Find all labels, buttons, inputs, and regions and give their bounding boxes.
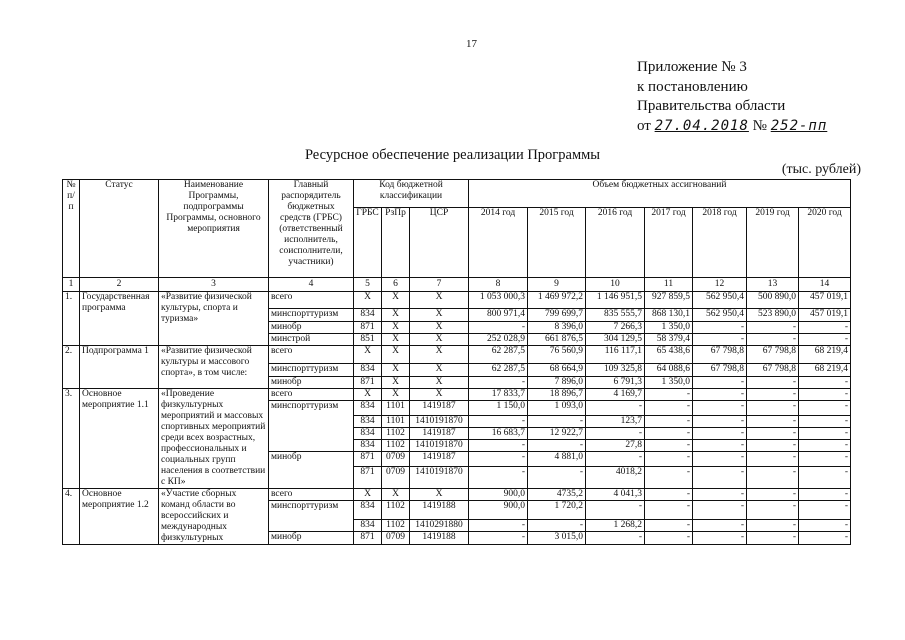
row-value: - bbox=[586, 501, 645, 520]
row-value: 67 798,8 bbox=[747, 364, 799, 377]
header-year: 2014 год bbox=[469, 208, 528, 278]
row-value: - bbox=[645, 401, 693, 416]
row-value: - bbox=[747, 377, 799, 389]
row-value: - bbox=[469, 520, 528, 532]
row-value: - bbox=[693, 401, 747, 416]
row-rzpr: 1102 bbox=[382, 428, 410, 440]
row-rzpr: Х bbox=[382, 292, 410, 309]
row-value: 116 117,1 bbox=[586, 346, 645, 364]
column-number: 13 bbox=[747, 278, 799, 292]
header-executor: Главный распорядитель бюджетных средств (ГРБС) (ответственный исполнитель, соисполнители, участники) bbox=[269, 180, 354, 278]
row-rzpr: Х bbox=[382, 346, 410, 364]
document-title: Ресурсное обеспечение реализации Программы bbox=[304, 147, 601, 163]
header-volume-group: Объем бюджетных ассигнований bbox=[469, 180, 851, 208]
row-rzpr: 1101 bbox=[382, 416, 410, 428]
page-number: 17 bbox=[466, 38, 477, 50]
row-rzpr: 1102 bbox=[382, 440, 410, 452]
row-value: 661 876,5 bbox=[528, 334, 586, 346]
row-csr: Х bbox=[410, 364, 469, 377]
row-value: 64 088,6 bbox=[645, 364, 693, 377]
row-csr: Х bbox=[410, 389, 469, 401]
row-value: 8 396,0 bbox=[528, 322, 586, 334]
row-value: 562 950,4 bbox=[693, 292, 747, 309]
row-value: 62 287,5 bbox=[469, 346, 528, 364]
row-grbs: Х bbox=[354, 389, 382, 401]
header-year: 2016 год bbox=[586, 208, 645, 278]
row-value: - bbox=[747, 440, 799, 452]
row-grbs: 871 bbox=[354, 377, 382, 389]
row-value: - bbox=[645, 389, 693, 401]
row-grbs: 834 bbox=[354, 401, 382, 416]
header-rzpr: РзПр bbox=[382, 208, 410, 278]
row-value: - bbox=[747, 416, 799, 428]
row-status: Основное мероприятие 1.1 bbox=[80, 389, 159, 489]
row-value: - bbox=[799, 489, 851, 501]
row-name: «Развитие физической культуры и массового спорта», в том числе: bbox=[159, 346, 269, 389]
row-executor: всего bbox=[269, 489, 354, 501]
row-value: 3 015,0 bbox=[528, 532, 586, 545]
row-value: - bbox=[799, 416, 851, 428]
row-rzpr: 0709 bbox=[382, 452, 410, 467]
row-grbs: 871 bbox=[354, 532, 382, 545]
row-csr: Х bbox=[410, 377, 469, 389]
resource-table bbox=[62, 179, 851, 545]
row-grbs: Х bbox=[354, 489, 382, 501]
column-number: 6 bbox=[382, 278, 410, 292]
row-value: - bbox=[747, 322, 799, 334]
row-grbs: 834 bbox=[354, 364, 382, 377]
row-value: 27,8 bbox=[586, 440, 645, 452]
row-value: 800 971,4 bbox=[469, 309, 528, 322]
header-year: 2015 год bbox=[528, 208, 586, 278]
row-value: 304 129,5 bbox=[586, 334, 645, 346]
column-number: 1 bbox=[63, 278, 80, 292]
row-value: - bbox=[747, 334, 799, 346]
row-grbs: 834 bbox=[354, 440, 382, 452]
row-number: 2. bbox=[63, 346, 80, 389]
row-executor: минобр bbox=[269, 322, 354, 334]
row-value: 62 287,5 bbox=[469, 364, 528, 377]
table-row bbox=[63, 292, 851, 309]
column-number: 9 bbox=[528, 278, 586, 292]
row-value: - bbox=[469, 322, 528, 334]
row-value: - bbox=[799, 428, 851, 440]
row-value: - bbox=[645, 501, 693, 520]
row-value: - bbox=[693, 467, 747, 489]
row-value: 1 146 951,5 bbox=[586, 292, 645, 309]
row-status: Основное мероприятие 1.2 bbox=[80, 489, 159, 545]
column-number: 7 bbox=[410, 278, 469, 292]
header-name: Наименование Программы, подпрограммы Программы, основного мероприятия bbox=[159, 180, 269, 278]
row-csr: Х bbox=[410, 346, 469, 364]
row-value: - bbox=[693, 428, 747, 440]
row-rzpr: 1102 bbox=[382, 501, 410, 520]
row-csr: Х bbox=[410, 489, 469, 501]
row-value: 17 833,7 bbox=[469, 389, 528, 401]
row-rzpr: Х bbox=[382, 489, 410, 501]
row-value: - bbox=[747, 501, 799, 520]
row-value: - bbox=[645, 489, 693, 501]
row-rzpr: 0709 bbox=[382, 532, 410, 545]
row-value: - bbox=[469, 452, 528, 467]
row-value: - bbox=[528, 467, 586, 489]
row-rzpr: Х bbox=[382, 309, 410, 322]
row-value: - bbox=[693, 322, 747, 334]
row-executor: минобр bbox=[269, 452, 354, 489]
row-executor: всего bbox=[269, 389, 354, 401]
row-value: - bbox=[528, 520, 586, 532]
column-number: 10 bbox=[586, 278, 645, 292]
units-label: (тыс. рублей) bbox=[781, 162, 861, 177]
row-value: - bbox=[645, 440, 693, 452]
appendix-no: № bbox=[752, 117, 767, 134]
row-value: - bbox=[586, 428, 645, 440]
row-status: Государственная программа bbox=[80, 292, 159, 346]
row-value: 68 664,9 bbox=[528, 364, 586, 377]
row-value: - bbox=[528, 440, 586, 452]
header-year: 2018 год bbox=[693, 208, 747, 278]
row-grbs: 834 bbox=[354, 428, 382, 440]
row-number: 3. bbox=[63, 389, 80, 489]
row-value: - bbox=[645, 428, 693, 440]
row-csr: 1419187 bbox=[410, 428, 469, 440]
row-csr: 1410191870 bbox=[410, 416, 469, 428]
row-value: - bbox=[799, 389, 851, 401]
row-value: 4 041,3 bbox=[586, 489, 645, 501]
row-grbs: 871 bbox=[354, 322, 382, 334]
column-number-row bbox=[63, 278, 851, 292]
row-value: - bbox=[799, 440, 851, 452]
column-number: 5 bbox=[354, 278, 382, 292]
row-grbs: 871 bbox=[354, 452, 382, 467]
row-executor: минспорттуризм bbox=[269, 501, 354, 532]
row-value: 562 950,4 bbox=[693, 309, 747, 322]
row-value: - bbox=[693, 440, 747, 452]
row-csr: 1419187 bbox=[410, 452, 469, 467]
row-value: 123,7 bbox=[586, 416, 645, 428]
appendix-date-line bbox=[637, 117, 827, 137]
row-value: - bbox=[799, 334, 851, 346]
row-value: - bbox=[586, 532, 645, 545]
column-number: 4 bbox=[269, 278, 354, 292]
row-value: - bbox=[693, 532, 747, 545]
table-row bbox=[63, 346, 851, 364]
row-executor: минспорттуризм bbox=[269, 364, 354, 377]
row-value: - bbox=[799, 322, 851, 334]
row-value: - bbox=[799, 501, 851, 520]
row-value: - bbox=[645, 532, 693, 545]
row-status: Подпрограмма 1 bbox=[80, 346, 159, 389]
row-csr: 1410191870 bbox=[410, 440, 469, 452]
row-value: - bbox=[645, 467, 693, 489]
row-csr: 1410191870 bbox=[410, 467, 469, 489]
row-value: 457 019,1 bbox=[799, 309, 851, 322]
row-grbs: Х bbox=[354, 346, 382, 364]
row-value: - bbox=[693, 334, 747, 346]
row-csr: 1419188 bbox=[410, 501, 469, 520]
row-value: - bbox=[747, 532, 799, 545]
row-value: - bbox=[469, 377, 528, 389]
row-rzpr: Х bbox=[382, 389, 410, 401]
row-name: «Участие сборных команд области во всероссийских и международных физкультурных bbox=[159, 489, 269, 545]
row-value: - bbox=[528, 416, 586, 428]
appendix-line-1: Приложение № 3 bbox=[637, 59, 747, 75]
row-value: 7 266,3 bbox=[586, 322, 645, 334]
row-grbs: 834 bbox=[354, 520, 382, 532]
row-value: - bbox=[747, 428, 799, 440]
row-value: 16 683,7 bbox=[469, 428, 528, 440]
row-executor: минспорттуризм bbox=[269, 309, 354, 322]
row-value: 109 325,8 bbox=[586, 364, 645, 377]
column-number: 2 bbox=[80, 278, 159, 292]
row-value: - bbox=[693, 416, 747, 428]
row-grbs: 834 bbox=[354, 501, 382, 520]
row-csr: Х bbox=[410, 322, 469, 334]
header-csr: ЦСР bbox=[410, 208, 469, 278]
column-number: 11 bbox=[645, 278, 693, 292]
row-rzpr: 1101 bbox=[382, 401, 410, 416]
row-value: - bbox=[799, 377, 851, 389]
row-value: 76 560,9 bbox=[528, 346, 586, 364]
row-value: - bbox=[747, 389, 799, 401]
appendix-line-2: к постановлению bbox=[637, 78, 748, 95]
row-value: 500 890,0 bbox=[747, 292, 799, 309]
row-value: 457 019,1 bbox=[799, 292, 851, 309]
column-number: 3 bbox=[159, 278, 269, 292]
row-value: - bbox=[747, 467, 799, 489]
row-grbs: 834 bbox=[354, 309, 382, 322]
row-value: 1 268,2 bbox=[586, 520, 645, 532]
column-number: 8 bbox=[469, 278, 528, 292]
row-rzpr: Х bbox=[382, 377, 410, 389]
row-executor: минстрой bbox=[269, 334, 354, 346]
header-num: № п/п bbox=[63, 180, 80, 278]
row-value: - bbox=[645, 452, 693, 467]
row-grbs: 851 bbox=[354, 334, 382, 346]
row-value: 1 720,2 bbox=[528, 501, 586, 520]
row-value: - bbox=[586, 452, 645, 467]
row-grbs: 871 bbox=[354, 467, 382, 489]
row-rzpr: Х bbox=[382, 322, 410, 334]
row-value: 1 053 000,3 bbox=[469, 292, 528, 309]
row-executor: минспорттуризм bbox=[269, 401, 354, 452]
row-value: 18 896,7 bbox=[528, 389, 586, 401]
row-value: 4735,2 bbox=[528, 489, 586, 501]
row-value: 4 169,7 bbox=[586, 389, 645, 401]
row-csr: Х bbox=[410, 292, 469, 309]
row-value: 7 896,0 bbox=[528, 377, 586, 389]
appendix-from: от bbox=[637, 117, 651, 134]
row-value: - bbox=[747, 401, 799, 416]
row-rzpr: Х bbox=[382, 364, 410, 377]
row-csr: 1410291880 bbox=[410, 520, 469, 532]
row-value: 868 130,1 bbox=[645, 309, 693, 322]
row-value: 799 699,7 bbox=[528, 309, 586, 322]
row-number: 4. bbox=[63, 489, 80, 545]
row-value: 12 922,7 bbox=[528, 428, 586, 440]
row-value: - bbox=[645, 416, 693, 428]
row-value: 58 379,4 bbox=[645, 334, 693, 346]
row-value: 67 798,8 bbox=[747, 346, 799, 364]
row-value: 1 093,0 bbox=[528, 401, 586, 416]
header-year: 2020 год bbox=[799, 208, 851, 278]
row-value: - bbox=[799, 532, 851, 545]
row-value: 900,0 bbox=[469, 489, 528, 501]
row-rzpr: 1102 bbox=[382, 520, 410, 532]
row-value: - bbox=[469, 532, 528, 545]
row-value: - bbox=[693, 452, 747, 467]
row-value: 1 469 972,2 bbox=[528, 292, 586, 309]
row-value: 835 555,7 bbox=[586, 309, 645, 322]
row-name: «Проведение физкультурных мероприятий и массовых спортивных мероприятий среди всех возрастных, профессиональных и социальных групп населения в соответствии с КП» bbox=[159, 389, 269, 489]
table-row bbox=[63, 489, 851, 501]
row-value: 900,0 bbox=[469, 501, 528, 520]
row-value: - bbox=[799, 452, 851, 467]
row-value: 68 219,4 bbox=[799, 364, 851, 377]
row-value: - bbox=[469, 440, 528, 452]
table-body bbox=[63, 180, 851, 545]
row-value: 67 798,8 bbox=[693, 346, 747, 364]
row-value: - bbox=[645, 520, 693, 532]
column-number: 12 bbox=[693, 278, 747, 292]
row-executor: всего bbox=[269, 346, 354, 364]
row-value: - bbox=[799, 520, 851, 532]
row-value: 252 028,9 bbox=[469, 334, 528, 346]
row-value: 67 798,8 bbox=[693, 364, 747, 377]
row-executor: минобр bbox=[269, 532, 354, 545]
row-value: - bbox=[747, 452, 799, 467]
row-grbs: 834 bbox=[354, 416, 382, 428]
row-value: 1 150,0 bbox=[469, 401, 528, 416]
row-name: «Развитие физической культуры, спорта и туризма» bbox=[159, 292, 269, 346]
row-value: - bbox=[586, 401, 645, 416]
appendix-block bbox=[637, 58, 827, 136]
row-value: 4018,2 bbox=[586, 467, 645, 489]
table-row bbox=[63, 389, 851, 401]
row-grbs: Х bbox=[354, 292, 382, 309]
row-value: - bbox=[693, 377, 747, 389]
row-csr: 1419187 bbox=[410, 401, 469, 416]
row-value: 4 881,0 bbox=[528, 452, 586, 467]
row-value: 65 438,6 bbox=[645, 346, 693, 364]
row-number: 1. bbox=[63, 292, 80, 346]
row-value: 68 219,4 bbox=[799, 346, 851, 364]
header-year: 2017 год bbox=[645, 208, 693, 278]
row-value: - bbox=[747, 520, 799, 532]
row-csr: Х bbox=[410, 334, 469, 346]
row-value: - bbox=[799, 401, 851, 416]
row-value: - bbox=[799, 467, 851, 489]
row-rzpr: 0709 bbox=[382, 467, 410, 489]
row-value: 523 890,0 bbox=[747, 309, 799, 322]
header-year: 2019 год bbox=[747, 208, 799, 278]
row-value: - bbox=[747, 489, 799, 501]
appendix-date: 27.04.2018 bbox=[654, 117, 749, 134]
row-csr: Х bbox=[410, 309, 469, 322]
row-value: - bbox=[469, 467, 528, 489]
header-grbs: ГРБС bbox=[354, 208, 382, 278]
column-number: 14 bbox=[799, 278, 851, 292]
row-value: 927 859,5 bbox=[645, 292, 693, 309]
header-status: Статус bbox=[80, 180, 159, 278]
row-value: - bbox=[693, 489, 747, 501]
row-value: - bbox=[693, 389, 747, 401]
row-executor: минобр bbox=[269, 377, 354, 389]
row-value: - bbox=[469, 416, 528, 428]
row-value: 1 350,0 bbox=[645, 377, 693, 389]
row-csr: 1419188 bbox=[410, 532, 469, 545]
row-value: - bbox=[693, 520, 747, 532]
row-value: 1 350,0 bbox=[645, 322, 693, 334]
row-executor: всего bbox=[269, 292, 354, 309]
row-rzpr: Х bbox=[382, 334, 410, 346]
row-value: - bbox=[693, 501, 747, 520]
appendix-line-3: Правительства области bbox=[637, 98, 786, 114]
appendix-number: 252-пп bbox=[770, 117, 828, 134]
row-value: 6 791,3 bbox=[586, 377, 645, 389]
header-code-group: Код бюджетной классификации bbox=[354, 180, 469, 208]
